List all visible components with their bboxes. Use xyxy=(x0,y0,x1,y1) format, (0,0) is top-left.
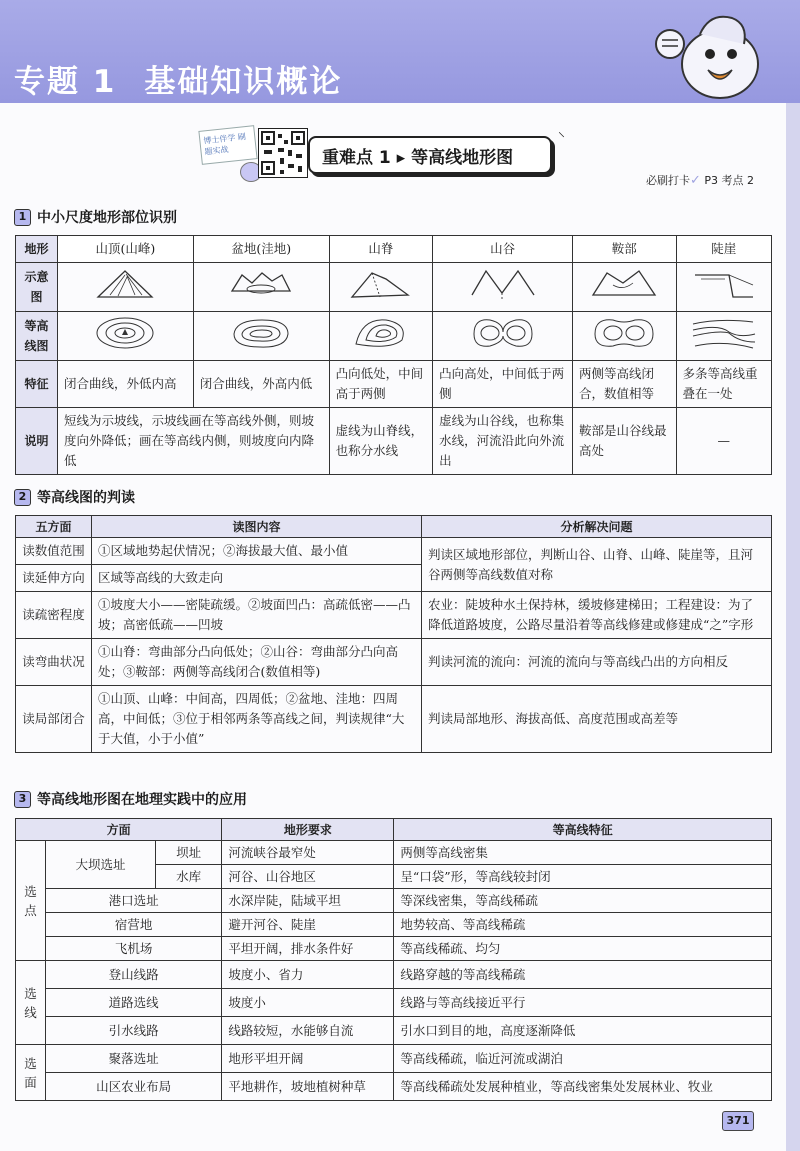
row-name: 水库 xyxy=(155,865,221,889)
chapter-topic: 专题 1 xyxy=(14,64,117,100)
row-name: 飞机场 xyxy=(46,937,222,961)
row-requirement: 水深岸陡，陆域平坦 xyxy=(222,889,394,913)
feature-basin: 闭合曲线，外高内低 xyxy=(193,361,329,408)
note-valley: 虚线为山谷线，也称集水线，河流沿此向外流出 xyxy=(433,408,573,475)
basin-sketch-icon xyxy=(193,263,329,312)
row-name: 山区农业布局 xyxy=(46,1073,222,1101)
part3-number: 3 xyxy=(14,791,31,808)
qr-code-icon[interactable] xyxy=(258,128,308,178)
saddle-contour-icon xyxy=(573,312,677,361)
part3-heading xyxy=(14,788,247,810)
row-feature: 呈“口袋”形，等高线较封闭 xyxy=(394,865,772,889)
aspect-value-range: 读数值范围 xyxy=(16,538,92,565)
row-feature: 两侧等高线密集 xyxy=(394,841,772,865)
header-requirement: 地形要求 xyxy=(222,819,394,841)
aspect-density: 读疏密程度 xyxy=(16,592,92,639)
group-line: 选线 xyxy=(16,961,46,1045)
valley-contour-icon xyxy=(433,312,573,361)
content-closure: ①山顶、山峰：中间高，四周低；②盆地、洼地：四周高，中间低；③位于相邻两条等高线之间，判读规律“大于大值，小于小值” xyxy=(92,686,422,753)
header-cliff: 陡崖 xyxy=(676,236,771,263)
row-label-contour: 等高线图 xyxy=(16,312,58,361)
header-contour-feature: 等高线特征 xyxy=(394,819,772,841)
note-cliff: — xyxy=(676,408,771,475)
content-density: ①坡度大小——密陡疏缓。②坡面凹凸：高疏低密——凸坡；高密低疏——凹坡 xyxy=(92,592,422,639)
content-bending: ①山脊：弯曲部分凸向低处；②山谷：弯曲部分凸向高处；③鞍部：两侧等高线闭合(数值相等) xyxy=(92,639,422,686)
part1-heading xyxy=(14,206,177,228)
row-feature: 等高线稀疏处发展种植业，等高线密集处发展林业、牧业 xyxy=(394,1073,772,1101)
row-name: 坝址 xyxy=(155,841,221,865)
section-title: 重难点 1 ▸ 等高线地形图 xyxy=(308,136,552,174)
header-summit: 山顶(山峰) xyxy=(58,236,194,263)
note-saddle: 鞍部是山谷线最高处 xyxy=(573,408,677,475)
analysis-value-direction: 判读区域地形部位，判断山谷、山脊、山峰、陡崖等，且河谷两侧等高线数值对称 xyxy=(422,538,772,592)
part1-title: 中小尺度地形部位识别 xyxy=(37,210,177,226)
feature-valley: 凸向高处，中间低于两侧 xyxy=(433,361,573,408)
row-label-sketch: 示意图 xyxy=(16,263,58,312)
header-analysis: 分析解决问题 xyxy=(422,516,772,538)
header-ridge: 山脊 xyxy=(329,236,433,263)
row-feature: 线路穿越的等高线稀疏 xyxy=(394,961,772,989)
part2-title: 等高线图的判读 xyxy=(37,490,135,506)
header-valley: 山谷 xyxy=(433,236,573,263)
row-feature: 等深线密集，等高线稀疏 xyxy=(394,889,772,913)
landform-table xyxy=(15,235,772,475)
row-name: 宿营地 xyxy=(46,913,222,937)
header-content: 读图内容 xyxy=(92,516,422,538)
part1-number: 1 xyxy=(14,209,31,226)
row-requirement: 坡度小 xyxy=(222,989,394,1017)
page-edge xyxy=(786,103,800,1151)
page-number: 371 xyxy=(722,1111,754,1131)
chapter-banner xyxy=(0,0,800,103)
row-label-feature: 特征 xyxy=(16,361,58,408)
analysis-closure: 判读局部地形、海拔高低、高度范围或高差等 xyxy=(422,686,772,753)
basin-contour-icon xyxy=(193,312,329,361)
feature-ridge: 凸向低处，中间高于两侧 xyxy=(329,361,433,408)
feature-summit: 闭合曲线，外低内高 xyxy=(58,361,194,408)
row-feature: 等高线稀疏、均匀 xyxy=(394,937,772,961)
row-name: 登山线路 xyxy=(46,961,222,989)
row-feature: 线路与等高线接近平行 xyxy=(394,989,772,1017)
analysis-density: 农业：陡坡种水土保持林，缓坡修建梯田；工程建设：为了降低道路坡度，公路尽量沿着等高线修建或修建成“之”字形 xyxy=(422,592,772,639)
saddle-sketch-icon xyxy=(573,263,677,312)
part2-number: 2 xyxy=(14,489,31,506)
practice-reference: 必刷打卡✓ P3 考点 2 xyxy=(645,173,754,188)
header-aspect: 五方面 xyxy=(16,516,92,538)
application-table xyxy=(15,818,772,1101)
row-feature: 引水口到目的地，高度逐渐降低 xyxy=(394,1017,772,1045)
feature-saddle: 两侧等高线闭合，数值相等 xyxy=(573,361,677,408)
aspect-bending: 读弯曲状况 xyxy=(16,639,92,686)
row-requirement: 平地耕作，坡地植树种草 xyxy=(222,1073,394,1101)
row-name: 引水线路 xyxy=(46,1017,222,1045)
chapter-title xyxy=(14,56,342,101)
row-name: 道路选线 xyxy=(46,989,222,1017)
row-name: 港口选址 xyxy=(46,889,222,913)
part2-heading xyxy=(14,486,135,508)
row-requirement: 线路较短，水能够自流 xyxy=(222,1017,394,1045)
row-requirement: 平坦开阔，排水条件好 xyxy=(222,937,394,961)
cliff-sketch-icon xyxy=(676,263,771,312)
row-requirement: 避开河谷、陡崖 xyxy=(222,913,394,937)
aspect-closure: 读局部闭合 xyxy=(16,686,92,753)
header-basin: 盆地(洼地) xyxy=(193,236,329,263)
summit-sketch-icon xyxy=(58,263,194,312)
row-requirement: 地形平坦开阔 xyxy=(222,1045,394,1073)
content-value-range: ①区域地势起伏情况；②海拔最大值、最小值 xyxy=(92,538,422,565)
spark-icon: ⸌ xyxy=(558,130,565,146)
row-requirement: 坡度小、省力 xyxy=(222,961,394,989)
ridge-contour-icon xyxy=(329,312,433,361)
header-landform: 地形 xyxy=(16,236,58,263)
mascot-icon xyxy=(640,4,770,100)
contour-reading-table xyxy=(15,515,772,753)
note-summit-basin: 短线为示坡线，示坡线画在等高线外侧，则坡度向外降低；画在等高线内侧，则坡度向内降低 xyxy=(58,408,330,475)
part3-title: 等高线地形图在地理实践中的应用 xyxy=(37,792,247,808)
summit-contour-icon xyxy=(58,312,194,361)
feature-cliff: 多条等高线重叠在一处 xyxy=(676,361,771,408)
row-requirement: 河谷、山谷地区 xyxy=(222,865,394,889)
chapter-name: 基础知识概论 xyxy=(144,64,343,100)
analysis-bending: 判读河流的流向：河流的流向与等高线凸出的方向相反 xyxy=(422,639,772,686)
header-aspect: 方面 xyxy=(16,819,222,841)
header-saddle: 鞍部 xyxy=(573,236,677,263)
group-point: 选点 xyxy=(16,841,46,961)
row-feature: 地势较高、等高线稀疏 xyxy=(394,913,772,937)
check-icon: ✓ xyxy=(689,173,701,188)
sticky-note: 博士伴学 刷题实战 xyxy=(198,125,257,165)
ridge-sketch-icon xyxy=(329,263,433,312)
cliff-contour-icon xyxy=(676,312,771,361)
row-feature: 等高线稀疏，临近河流或湖泊 xyxy=(394,1045,772,1073)
note-ridge: 虚线为山脊线，也称分水线 xyxy=(329,408,433,475)
group-dam: 大坝选址 xyxy=(46,841,156,889)
aspect-direction: 读延伸方向 xyxy=(16,565,92,592)
valley-sketch-icon xyxy=(433,263,573,312)
row-requirement: 河流峡谷最窄处 xyxy=(222,841,394,865)
section-header xyxy=(200,124,600,182)
content-direction: 区域等高线的大致走向 xyxy=(92,565,422,592)
group-area: 选面 xyxy=(16,1045,46,1101)
row-name: 聚落选址 xyxy=(46,1045,222,1073)
row-label-note: 说明 xyxy=(16,408,58,475)
